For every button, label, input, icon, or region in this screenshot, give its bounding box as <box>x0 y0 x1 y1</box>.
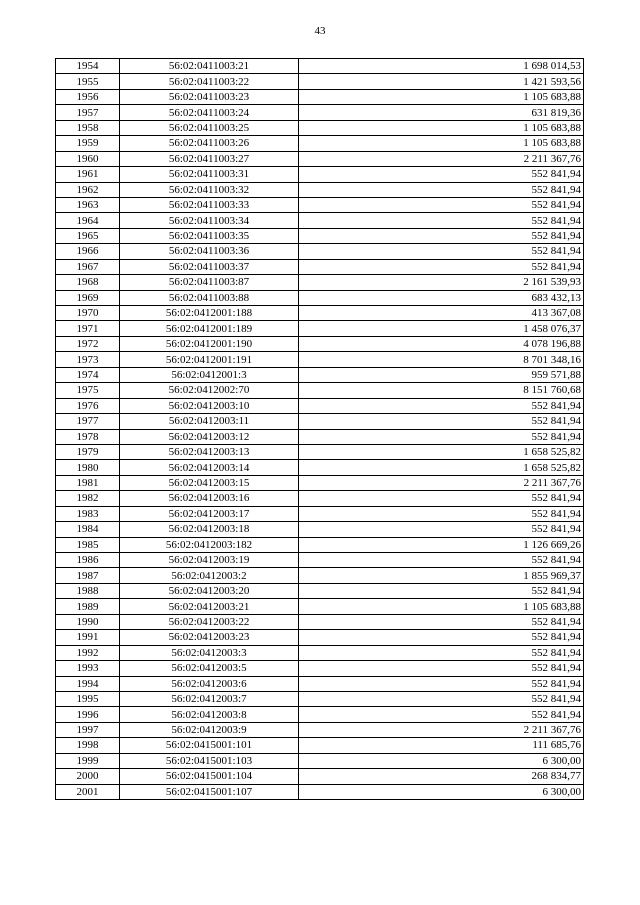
cadastral-value-cell: 552 841,94 <box>299 553 584 568</box>
row-number-cell: 1958 <box>56 120 120 135</box>
row-number-cell: 1980 <box>56 460 120 475</box>
cadastral-number-cell: 56:02:0412003:17 <box>120 506 299 521</box>
table-row <box>56 568 584 583</box>
table-row <box>56 738 584 753</box>
cadastral-value-cell: 552 841,94 <box>299 522 584 537</box>
row-number-cell: 1982 <box>56 491 120 506</box>
row-number-cell: 1991 <box>56 630 120 645</box>
cadastral-number-cell: 56:02:0412003:20 <box>120 583 299 598</box>
cadastral-number-cell: 56:02:0411003:24 <box>120 105 299 120</box>
cadastral-value-cell: 268 834,77 <box>299 769 584 784</box>
row-number-cell: 1964 <box>56 213 120 228</box>
table-row <box>56 275 584 290</box>
cadastral-value-cell: 552 841,94 <box>299 197 584 212</box>
table-row <box>56 444 584 459</box>
row-number-cell: 1966 <box>56 244 120 259</box>
row-number-cell: 1993 <box>56 661 120 676</box>
cadastral-number-cell: 56:02:0415001:107 <box>120 784 299 799</box>
page-number: 43 <box>314 25 326 37</box>
cadastral-number-cell: 56:02:0411003:31 <box>120 167 299 182</box>
table-row <box>56 306 584 321</box>
cadastral-number-cell: 56:02:0412003:18 <box>120 522 299 537</box>
table-row <box>56 367 584 382</box>
table-row <box>56 398 584 413</box>
cadastral-value-cell: 631 819,36 <box>299 105 584 120</box>
cadastral-number-cell: 56:02:0412001:191 <box>120 352 299 367</box>
row-number-cell: 2000 <box>56 769 120 784</box>
cadastral-value-cell: 6 300,00 <box>299 784 584 799</box>
cadastral-number-cell: 56:02:0412003:3 <box>120 645 299 660</box>
cadastral-value-cell: 6 300,00 <box>299 753 584 768</box>
row-number-cell: 1960 <box>56 151 120 166</box>
cadastral-number-cell: 56:02:0412003:2 <box>120 568 299 583</box>
cadastral-number-cell: 56:02:0411003:34 <box>120 213 299 228</box>
cadastral-value-cell: 1 105 683,88 <box>299 89 584 104</box>
table-row <box>56 151 584 166</box>
cadastral-number-cell: 56:02:0412003:14 <box>120 460 299 475</box>
cadastral-number-cell: 56:02:0412003:15 <box>120 475 299 490</box>
cadastral-number-cell: 56:02:0411003:26 <box>120 136 299 151</box>
cadastral-value-cell: 413 367,08 <box>299 306 584 321</box>
row-number-cell: 1956 <box>56 89 120 104</box>
cadastral-number-cell: 56:02:0412003:12 <box>120 429 299 444</box>
row-number-cell: 1992 <box>56 645 120 660</box>
cadastral-value-cell: 552 841,94 <box>299 398 584 413</box>
cadastral-value-cell: 2 161 539,93 <box>299 275 584 290</box>
row-number-cell: 1979 <box>56 444 120 459</box>
row-number-cell: 1961 <box>56 167 120 182</box>
row-number-cell: 1989 <box>56 599 120 614</box>
cadastral-number-cell: 56:02:0411003:36 <box>120 244 299 259</box>
cadastral-value-cell: 8 701 348,16 <box>299 352 584 367</box>
table-row <box>56 676 584 691</box>
table-row <box>56 661 584 676</box>
cadastral-value-cell: 552 841,94 <box>299 676 584 691</box>
table-row <box>56 336 584 351</box>
row-number-cell: 1971 <box>56 321 120 336</box>
cadastral-number-cell: 56:02:0412001:189 <box>120 321 299 336</box>
cadastral-number-cell: 56:02:0411003:27 <box>120 151 299 166</box>
cadastral-number-cell: 56:02:0411003:22 <box>120 74 299 89</box>
cadastral-number-cell: 56:02:0412003:5 <box>120 661 299 676</box>
cadastral-value-cell: 552 841,94 <box>299 182 584 197</box>
cadastral-value-cell: 1 458 076,37 <box>299 321 584 336</box>
cadastral-number-cell: 56:02:0411003:23 <box>120 89 299 104</box>
cadastral-number-cell: 56:02:0412003:19 <box>120 553 299 568</box>
cadastral-value-cell: 552 841,94 <box>299 645 584 660</box>
table-row <box>56 460 584 475</box>
row-number-cell: 1994 <box>56 676 120 691</box>
cadastral-number-cell: 56:02:0412003:23 <box>120 630 299 645</box>
cadastral-number-cell: 56:02:0412001:190 <box>120 336 299 351</box>
table-row <box>56 383 584 398</box>
row-number-cell: 1963 <box>56 197 120 212</box>
row-number-cell: 1967 <box>56 259 120 274</box>
row-number-cell: 1957 <box>56 105 120 120</box>
row-number-cell: 1996 <box>56 707 120 722</box>
table-body <box>56 59 584 800</box>
cadastral-number-cell: 56:02:0412001:3 <box>120 367 299 382</box>
table-row <box>56 290 584 305</box>
cadastral-number-cell: 56:02:0411003:35 <box>120 228 299 243</box>
row-number-cell: 1998 <box>56 738 120 753</box>
table-row <box>56 630 584 645</box>
row-number-cell: 1962 <box>56 182 120 197</box>
table-row <box>56 645 584 660</box>
row-number-cell: 1973 <box>56 352 120 367</box>
cadastral-number-cell: 56:02:0412002:70 <box>120 383 299 398</box>
table-row <box>56 352 584 367</box>
cadastral-value-cell: 111 685,76 <box>299 738 584 753</box>
table-row <box>56 784 584 799</box>
row-number-cell: 1990 <box>56 614 120 629</box>
cadastral-value-cell: 2 211 367,76 <box>299 475 584 490</box>
row-number-cell: 1983 <box>56 506 120 521</box>
table-row <box>56 753 584 768</box>
cadastral-number-cell: 56:02:0411003:37 <box>120 259 299 274</box>
cadastral-number-cell: 56:02:0412001:188 <box>120 306 299 321</box>
row-number-cell: 1977 <box>56 414 120 429</box>
row-number-cell: 1981 <box>56 475 120 490</box>
row-number-cell: 2001 <box>56 784 120 799</box>
cadastral-number-cell: 56:02:0412003:13 <box>120 444 299 459</box>
row-number-cell: 1986 <box>56 553 120 568</box>
table-row <box>56 506 584 521</box>
cadastral-value-cell: 552 841,94 <box>299 429 584 444</box>
cadastral-value-cell: 2 211 367,76 <box>299 151 584 166</box>
cadastral-value-cell: 552 841,94 <box>299 661 584 676</box>
table-row <box>56 259 584 274</box>
cadastral-number-cell: 56:02:0411003:21 <box>120 59 299 74</box>
row-number-cell: 1978 <box>56 429 120 444</box>
table-row <box>56 89 584 104</box>
cadastral-number-cell: 56:02:0412003:9 <box>120 722 299 737</box>
table-row <box>56 414 584 429</box>
table-row <box>56 583 584 598</box>
cadastral-value-cell: 552 841,94 <box>299 691 584 706</box>
table-row <box>56 707 584 722</box>
table-row <box>56 722 584 737</box>
row-number-cell: 1972 <box>56 336 120 351</box>
table-row <box>56 429 584 444</box>
table-row <box>56 614 584 629</box>
table-row <box>56 475 584 490</box>
row-number-cell: 1997 <box>56 722 120 737</box>
cadastral-value-cell: 552 841,94 <box>299 259 584 274</box>
cadastral-value-cell: 1 658 525,82 <box>299 460 584 475</box>
cadastral-value-cell: 552 841,94 <box>299 244 584 259</box>
row-number-cell: 1975 <box>56 383 120 398</box>
table-row <box>56 599 584 614</box>
row-number-cell: 1984 <box>56 522 120 537</box>
row-number-cell: 1968 <box>56 275 120 290</box>
table-row <box>56 244 584 259</box>
cadastral-value-cell: 2 211 367,76 <box>299 722 584 737</box>
row-number-cell: 1995 <box>56 691 120 706</box>
cadastral-value-cell: 1 105 683,88 <box>299 136 584 151</box>
cadastral-value-cell: 1 105 683,88 <box>299 599 584 614</box>
cadastral-number-cell: 56:02:0411003:33 <box>120 197 299 212</box>
cadastral-number-cell: 56:02:0412003:10 <box>120 398 299 413</box>
cadastral-number-cell: 56:02:0412003:11 <box>120 414 299 429</box>
land-plot-table <box>55 58 584 800</box>
row-number-cell: 1974 <box>56 367 120 382</box>
table-row <box>56 105 584 120</box>
row-number-cell: 1988 <box>56 583 120 598</box>
cadastral-value-cell: 8 151 760,68 <box>299 383 584 398</box>
table-row <box>56 197 584 212</box>
cadastral-number-cell: 56:02:0412003:8 <box>120 707 299 722</box>
table-row <box>56 74 584 89</box>
table-row <box>56 691 584 706</box>
cadastral-value-cell: 552 841,94 <box>299 213 584 228</box>
cadastral-number-cell: 56:02:0415001:103 <box>120 753 299 768</box>
row-number-cell: 1954 <box>56 59 120 74</box>
cadastral-number-cell: 56:02:0412003:182 <box>120 537 299 552</box>
cadastral-number-cell: 56:02:0415001:101 <box>120 738 299 753</box>
row-number-cell: 1976 <box>56 398 120 413</box>
cadastral-value-cell: 552 841,94 <box>299 228 584 243</box>
cadastral-value-cell: 552 841,94 <box>299 630 584 645</box>
cadastral-value-cell: 552 841,94 <box>299 506 584 521</box>
cadastral-number-cell: 56:02:0412003:22 <box>120 614 299 629</box>
table-row <box>56 537 584 552</box>
table-row <box>56 120 584 135</box>
cadastral-value-cell: 4 078 196,88 <box>299 336 584 351</box>
table-row <box>56 522 584 537</box>
cadastral-number-cell: 56:02:0412003:21 <box>120 599 299 614</box>
cadastral-value-cell: 959 571,88 <box>299 367 584 382</box>
cadastral-number-cell: 56:02:0412003:16 <box>120 491 299 506</box>
cadastral-value-cell: 552 841,94 <box>299 491 584 506</box>
table-row <box>56 167 584 182</box>
table-row <box>56 182 584 197</box>
row-number-cell: 1970 <box>56 306 120 321</box>
cadastral-value-cell: 552 841,94 <box>299 414 584 429</box>
row-number-cell: 1965 <box>56 228 120 243</box>
cadastral-number-cell: 56:02:0415001:104 <box>120 769 299 784</box>
cadastral-value-cell: 683 432,13 <box>299 290 584 305</box>
row-number-cell: 1999 <box>56 753 120 768</box>
cadastral-value-cell: 1 126 669,26 <box>299 537 584 552</box>
cadastral-value-cell: 1 421 593,56 <box>299 74 584 89</box>
table-row <box>56 553 584 568</box>
cadastral-number-cell: 56:02:0411003:88 <box>120 290 299 305</box>
cadastral-number-cell: 56:02:0411003:32 <box>120 182 299 197</box>
row-number-cell: 1987 <box>56 568 120 583</box>
row-number-cell: 1955 <box>56 74 120 89</box>
cadastral-value-cell: 552 841,94 <box>299 707 584 722</box>
cadastral-value-cell: 1 855 969,37 <box>299 568 584 583</box>
table-row <box>56 321 584 336</box>
row-number-cell: 1959 <box>56 136 120 151</box>
row-number-cell: 1969 <box>56 290 120 305</box>
cadastral-number-cell: 56:02:0412003:6 <box>120 676 299 691</box>
cadastral-value-cell: 1 105 683,88 <box>299 120 584 135</box>
cadastral-value-cell: 552 841,94 <box>299 167 584 182</box>
table-row <box>56 136 584 151</box>
table-row <box>56 59 584 74</box>
table-row <box>56 213 584 228</box>
cadastral-number-cell: 56:02:0411003:87 <box>120 275 299 290</box>
cadastral-number-cell: 56:02:0411003:25 <box>120 120 299 135</box>
cadastral-value-cell: 552 841,94 <box>299 614 584 629</box>
row-number-cell: 1985 <box>56 537 120 552</box>
table-row <box>56 228 584 243</box>
table-row <box>56 769 584 784</box>
cadastral-value-cell: 552 841,94 <box>299 583 584 598</box>
table-row <box>56 491 584 506</box>
cadastral-value-cell: 1 658 525,82 <box>299 444 584 459</box>
cadastral-number-cell: 56:02:0412003:7 <box>120 691 299 706</box>
cadastral-value-cell: 1 698 014,53 <box>299 59 584 74</box>
